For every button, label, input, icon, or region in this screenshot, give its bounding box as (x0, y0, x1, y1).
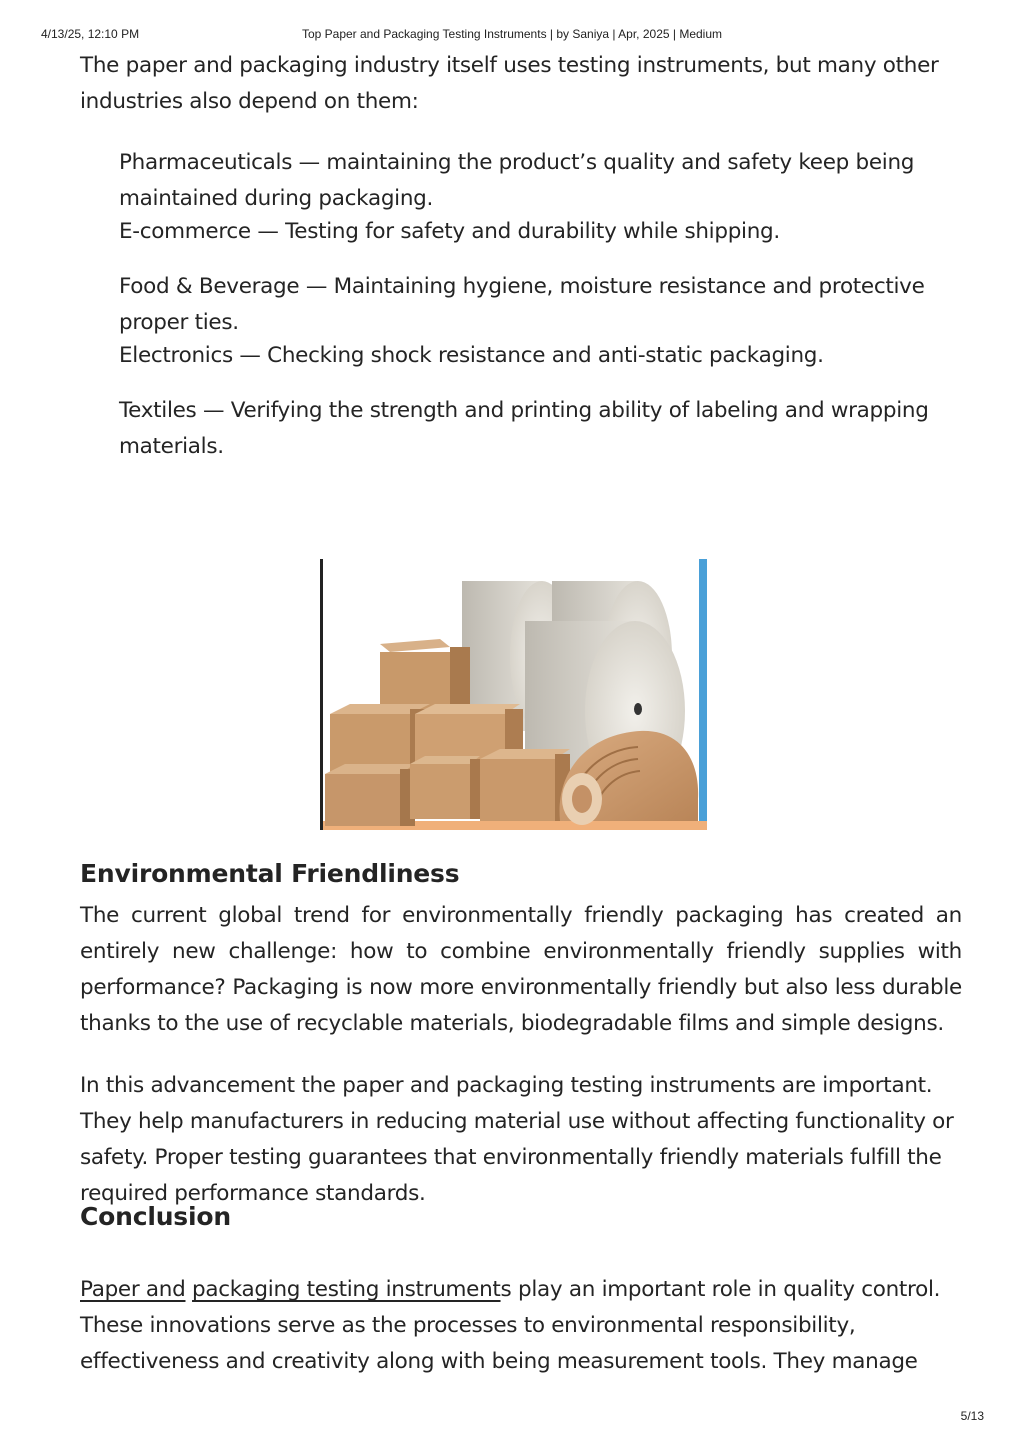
print-datetime: 4/13/25, 12:10 PM (41, 27, 140, 41)
page-number: 5/13 (960, 1409, 984, 1423)
environmental-paragraph-1: The current global trend for environmentally friendly packaging has created an entirely new challenge: how to combine environmentally friendly supplies with performance? Packaging is now more environmentally friendly but also less durable thanks to the use of recyclable materials, biodegradable films and simple designs. (80, 903, 962, 1036)
industry-list (119, 145, 979, 465)
industry-item-textiles: Textiles — Verifying the strength and printing ability of labeling and wrapping materials. (119, 398, 929, 459)
industry-item-ecommerce: E-commerce — Testing for safety and durability while shipping. (119, 219, 780, 244)
conclusion-heading: Conclusion (80, 1202, 231, 1231)
print-header (0, 27, 1024, 45)
environmental-friendliness-heading: Environmental Friendliness (80, 859, 460, 888)
paper-and-link[interactable]: Paper and (80, 1277, 186, 1302)
environmental-paragraph-2: In this advancement the paper and packaging testing instruments are important. They help manufacturers in reducing material use without affecting functionality or safety. Proper testing guarantees that environmentally friendly materials fulfill the required performance standards. (80, 1073, 954, 1206)
conclusion-text: s play an important role in quality control. These innovations serve as the processes to environmental responsibility, effectiveness and creativity along with being measurement tools. They manage (80, 1277, 941, 1374)
intro-paragraph: The paper and packaging industry itself uses testing instruments, but many other industries also depend on them: (80, 53, 939, 114)
boxes-and-rolls-illustration (320, 559, 707, 830)
conclusion-paragraph (80, 1272, 980, 1380)
packaging-image (320, 559, 707, 830)
industry-item-pharmaceuticals: Pharmaceuticals — maintaining the product’s quality and safety keep being maintained during packaging. (119, 150, 915, 211)
packaging-testing-instrument-link[interactable]: packaging testing instrument (192, 1277, 501, 1302)
print-title: Top Paper and Packaging Testing Instruments | by Saniya | Apr, 2025 | Medium (301, 27, 723, 41)
industry-item-electronics: Electronics — Checking shock resistance and anti-static packaging. (119, 343, 824, 368)
industry-item-food-beverage: Food & Beverage — Maintaining hygiene, moisture resistance and protective proper ties. (119, 274, 925, 335)
